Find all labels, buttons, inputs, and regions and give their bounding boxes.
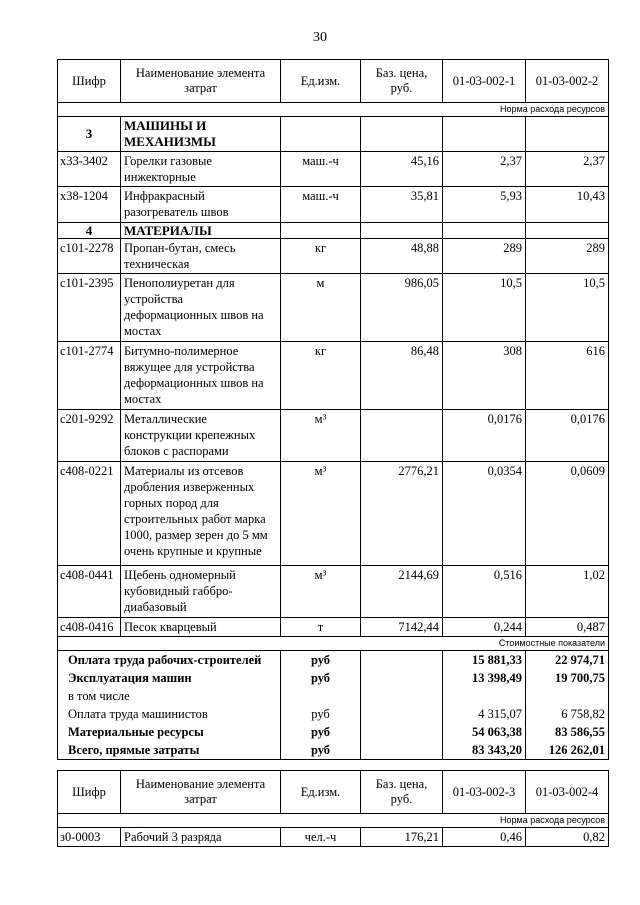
resource-unit: кг <box>281 342 361 410</box>
base-price: 176,21 <box>361 828 443 847</box>
norm-value-1: 0,46 <box>443 828 526 847</box>
base-price: 45,16 <box>361 152 443 187</box>
norm-value-2: 10,43 <box>526 187 609 223</box>
resource-unit: маш.-ч <box>281 152 361 187</box>
summary-unit: руб <box>281 741 361 760</box>
summary-unit: руб <box>281 669 361 687</box>
summary-value-2 <box>526 687 609 705</box>
base-price: 2144,69 <box>361 566 443 618</box>
summary-value-1: 54 063,38 <box>443 723 526 741</box>
header-unit: Ед.изм. <box>281 60 361 103</box>
resource-code: х33-3402 <box>58 152 121 187</box>
table-row <box>58 342 609 410</box>
header-unit: Ед.изм. <box>281 771 361 814</box>
resource-name: Песок кварцевый <box>121 618 281 637</box>
summary-price-empty <box>361 723 443 741</box>
table-header-row <box>58 771 609 814</box>
summary-value-2: 22 974,71 <box>526 651 609 670</box>
norm-label: Норма расхода ресурсов <box>58 103 609 117</box>
resource-code: с408-0221 <box>58 462 121 566</box>
norm-value-2: 0,0176 <box>526 410 609 462</box>
resource-unit: м³ <box>281 410 361 462</box>
resource-code: с101-2395 <box>58 274 121 342</box>
summary-unit: руб <box>281 651 361 670</box>
resource-code: х38-1204 <box>58 187 121 223</box>
norm-value-2: 0,0609 <box>526 462 609 566</box>
header-code: Шифр <box>58 60 121 103</box>
base-price: 7142,44 <box>361 618 443 637</box>
summary-value-1: 4 315,07 <box>443 705 526 723</box>
norm-value-1: 2,37 <box>443 152 526 187</box>
section-number: 3 <box>58 117 121 152</box>
norm-value-2: 10,5 <box>526 274 609 342</box>
summary-unit: руб <box>281 723 361 741</box>
resource-name: Металлические конструкции крепежных блоков с распорами <box>121 410 281 462</box>
header-col1: 01-03-002-3 <box>443 771 526 814</box>
base-price: 48,88 <box>361 239 443 274</box>
table-row <box>58 462 609 566</box>
header-price: Баз. цена, руб. <box>361 60 443 103</box>
header-price: Баз. цена, руб. <box>361 771 443 814</box>
resource-unit: м <box>281 274 361 342</box>
norm-value-1: 0,244 <box>443 618 526 637</box>
summary-name: Материальные ресурсы <box>58 723 281 741</box>
resource-code: с408-0441 <box>58 566 121 618</box>
norm-value-1: 0,0354 <box>443 462 526 566</box>
base-price <box>361 410 443 462</box>
summary-name: Всего, прямые затраты <box>58 741 281 760</box>
summary-value-2: 83 586,55 <box>526 723 609 741</box>
norm-value-1: 0,0176 <box>443 410 526 462</box>
summary-price-empty <box>361 705 443 723</box>
norm-value-1: 0,516 <box>443 566 526 618</box>
summary-value-1: 83 343,20 <box>443 741 526 760</box>
resource-unit: т <box>281 618 361 637</box>
summary-row <box>58 741 609 760</box>
header-col2: 01-03-002-4 <box>526 771 609 814</box>
norm-value-2: 0,82 <box>526 828 609 847</box>
resource-name: Материалы из отсевов дробления изверженных горных пород для строительных работ марка 1000, размер зерен до 5 мм очень крупные и крупные <box>121 462 281 566</box>
summary-unit <box>281 687 361 705</box>
table-row <box>58 239 609 274</box>
norm-value-1: 5,93 <box>443 187 526 223</box>
norm-label: Норма расхода ресурсов <box>58 814 609 828</box>
header-code: Шифр <box>58 771 121 814</box>
resource-name: Горелки газовые инжекторные <box>121 152 281 187</box>
summary-name: Эксплуатация машин <box>58 669 281 687</box>
norm-value-1: 10,5 <box>443 274 526 342</box>
table-row <box>58 187 609 223</box>
resource-table-2 <box>57 770 609 847</box>
resource-code: с101-2278 <box>58 239 121 274</box>
norm-value-2: 0,487 <box>526 618 609 637</box>
summary-value-2: 126 262,01 <box>526 741 609 760</box>
resource-name: Рабочий 3 разряда <box>121 828 281 847</box>
resource-name: Щебень одномерный кубовидный габбро-диабазовый <box>121 566 281 618</box>
summary-row <box>58 651 609 670</box>
section-number: 4 <box>58 223 121 239</box>
summary-row <box>58 687 609 705</box>
section-header <box>58 117 609 152</box>
resource-unit: маш.-ч <box>281 187 361 223</box>
resource-code: с101-2774 <box>58 342 121 410</box>
norm-value-1: 308 <box>443 342 526 410</box>
table-row <box>58 618 609 637</box>
section-title: МАШИНЫ И МЕХАНИЗМЫ <box>121 117 281 152</box>
resource-unit: м³ <box>281 462 361 566</box>
table-row <box>58 410 609 462</box>
cost-label: Стоимостные показатели <box>58 637 609 651</box>
resource-name: Пенополиуретан для устройства деформационных швов на мостах <box>121 274 281 342</box>
table-row <box>58 566 609 618</box>
resource-unit: кг <box>281 239 361 274</box>
summary-price-empty <box>361 687 443 705</box>
section-header <box>58 223 609 239</box>
summary-value-1: 13 398,49 <box>443 669 526 687</box>
resource-name: Битумно-полимерное вяжущее для устройства деформационных швов на мостах <box>121 342 281 410</box>
section-title: МАТЕРИАЛЫ <box>121 223 281 239</box>
base-price: 35,81 <box>361 187 443 223</box>
header-name: Наименование элемента затрат <box>121 60 281 103</box>
resource-code: с201-9292 <box>58 410 121 462</box>
resource-unit: чел.-ч <box>281 828 361 847</box>
header-col2: 01-03-002-2 <box>526 60 609 103</box>
base-price: 86,48 <box>361 342 443 410</box>
summary-row <box>58 705 609 723</box>
base-price: 2776,21 <box>361 462 443 566</box>
table-header-row <box>58 60 609 103</box>
header-name: Наименование элемента затрат <box>121 771 281 814</box>
resource-table-1 <box>57 59 609 760</box>
header-col1: 01-03-002-1 <box>443 60 526 103</box>
table-row <box>58 152 609 187</box>
summary-value-1 <box>443 687 526 705</box>
norm-value-2: 2,37 <box>526 152 609 187</box>
resource-code: с408-0416 <box>58 618 121 637</box>
resource-name: Пропан-бутан, смесь техническая <box>121 239 281 274</box>
resource-unit: м³ <box>281 566 361 618</box>
resource-code: з0-0003 <box>58 828 121 847</box>
base-price: 986,05 <box>361 274 443 342</box>
summary-price-empty <box>361 669 443 687</box>
summary-price-empty <box>361 741 443 760</box>
table-row <box>58 828 609 847</box>
summary-unit: руб <box>281 705 361 723</box>
table-row <box>58 274 609 342</box>
norm-value-1: 289 <box>443 239 526 274</box>
summary-value-2: 19 700,75 <box>526 669 609 687</box>
summary-row <box>58 669 609 687</box>
summary-name: в том числе <box>58 687 281 705</box>
summary-name: Оплата труда машинистов <box>58 705 281 723</box>
norm-value-2: 289 <box>526 239 609 274</box>
summary-price-empty <box>361 651 443 670</box>
norm-value-2: 1,02 <box>526 566 609 618</box>
summary-value-2: 6 758,82 <box>526 705 609 723</box>
summary-row <box>58 723 609 741</box>
norm-value-2: 616 <box>526 342 609 410</box>
summary-value-1: 15 881,33 <box>443 651 526 670</box>
summary-name: Оплата труда рабочих-строителей <box>58 651 281 670</box>
page-number: 30 <box>313 30 327 45</box>
resource-name: Инфракрасный разогреватель швов <box>121 187 281 223</box>
